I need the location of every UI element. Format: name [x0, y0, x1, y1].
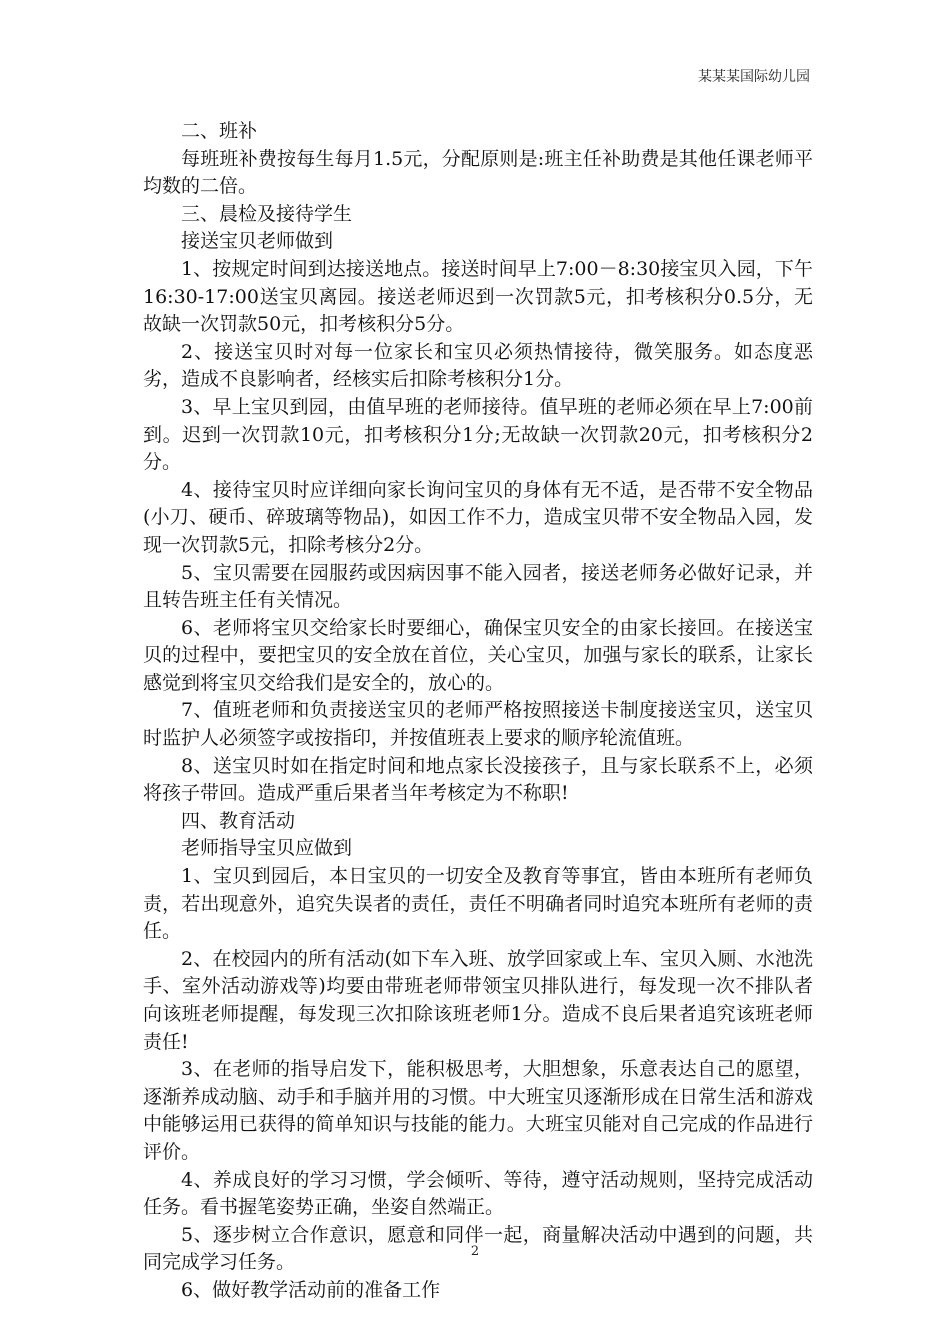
paragraph: 6、做好教学活动前的准备工作 — [181, 1278, 441, 1301]
page-number: 2 — [470, 1244, 480, 1259]
paragraph: 老师指导宝贝应做到 — [181, 837, 353, 860]
paragraph: 7、值班老师和负责接送宝贝的老师严格按照接送卡制度接送宝贝，送宝贝时监护人必须签字或按指印，并按值班表上要求的顺序轮流值班。 — [143, 699, 813, 750]
paragraph: 四、教育活动 — [181, 809, 296, 832]
paragraph: 3、早上宝贝到园，由值早班的老师接待。值早班的老师必须在早上7:00前到。迟到一次罚款10元，扣考核积分1分;无故缺一次罚款20元，扣考核积分2分。 — [143, 395, 813, 474]
paragraph: 4、接待宝贝时应详细向家长询问宝贝的身体有无不适，是否带不安全物品(小刀、硬币、碎玻璃等物品)，如因工作不力，造成宝贝带不安全物品入园，发现一次罚款5元，扣除考核分2分。 — [143, 478, 813, 556]
paragraph: 2、接送宝贝时对每一位家长和宝贝必须热情接待，微笑服务。如态度恶劣，造成不良影响者，经核实后扣除考核积分1分。 — [143, 340, 813, 391]
paragraph: 二、班补 — [181, 120, 258, 142]
paragraph: 3、在老师的指导启发下，能积极思考，大胆想象，乐意表达自己的愿望，逐渐养成动脑、动手和手脑并用的习惯。中大班宝贝逐渐形成在日常生活和游戏中能够运用已获得的简单知识与技能的能力。大班宝贝能对自己完成的作品进行评价。 — [143, 1058, 813, 1163]
paragraph: 每班班补费按每生每月1.5元，分配原则是:班主任补助费是其他任课老师平均数的二倍。 — [143, 147, 813, 198]
paragraph: 5、逐步树立合作意识，愿意和同伴一起，商量解决活动中遇到的问题，共同完成学习任务。 — [143, 1223, 813, 1274]
page-header-org: 某某某国际幼儿园 — [698, 69, 810, 85]
paragraph: 2、在校园内的所有活动(如下车入班、放学回家或上车、宝贝入厕、水池洗手、室外活动游戏等)均要由带班老师带领宝贝排队进行，每发现一次不排队者向该班老师提醒，每发现三次扣除该班老师1分。造成不良后果者追究该班老师责任! — [143, 947, 813, 1053]
paragraph: 5、宝贝需要在园服药或因病因事不能入园者，接送老师务必做好记录，并且转告班主任有关情况。 — [143, 561, 813, 612]
paragraph: 1、按规定时间到达接送地点。接送时间早上7:00－8:30接宝贝入园，下午16:30-17:00送宝贝离园。接送老师迟到一次罚款5元，扣考核积分0.5分，无故缺一次罚款50元，扣考核积分5分。 — [143, 257, 813, 336]
paragraph: 4、养成良好的学习习惯，学会倾听、等待，遵守活动规则，坚持完成活动任务。看书握笔姿势正确，坐姿自然端正。 — [143, 1168, 813, 1219]
document-body — [143, 118, 813, 1305]
paragraph: 6、老师将宝贝交给家长时要细心，确保宝贝安全的由家长接回。在接送宝贝的过程中，要把宝贝的安全放在首位，关心宝贝，加强与家长的联系，让家长感觉到将宝贝交给我们是安全的，放心的。 — [143, 616, 813, 694]
paragraph: 1、宝贝到园后，本日宝贝的一切安全及教育等事宜，皆由本班所有老师负责，若出现意外，追究失误者的责任，责任不明确者同时追究本班所有老师的责任。 — [143, 865, 813, 943]
paragraph: 三、晨检及接待学生 — [181, 202, 353, 225]
paragraph: 接送宝贝老师做到 — [181, 230, 334, 253]
paragraph: 8、送宝贝时如在指定时间和地点家长没接孩子，且与家长联系不上，必须将孩子带回。造成严重后果者当年考核定为不称职! — [143, 754, 813, 805]
